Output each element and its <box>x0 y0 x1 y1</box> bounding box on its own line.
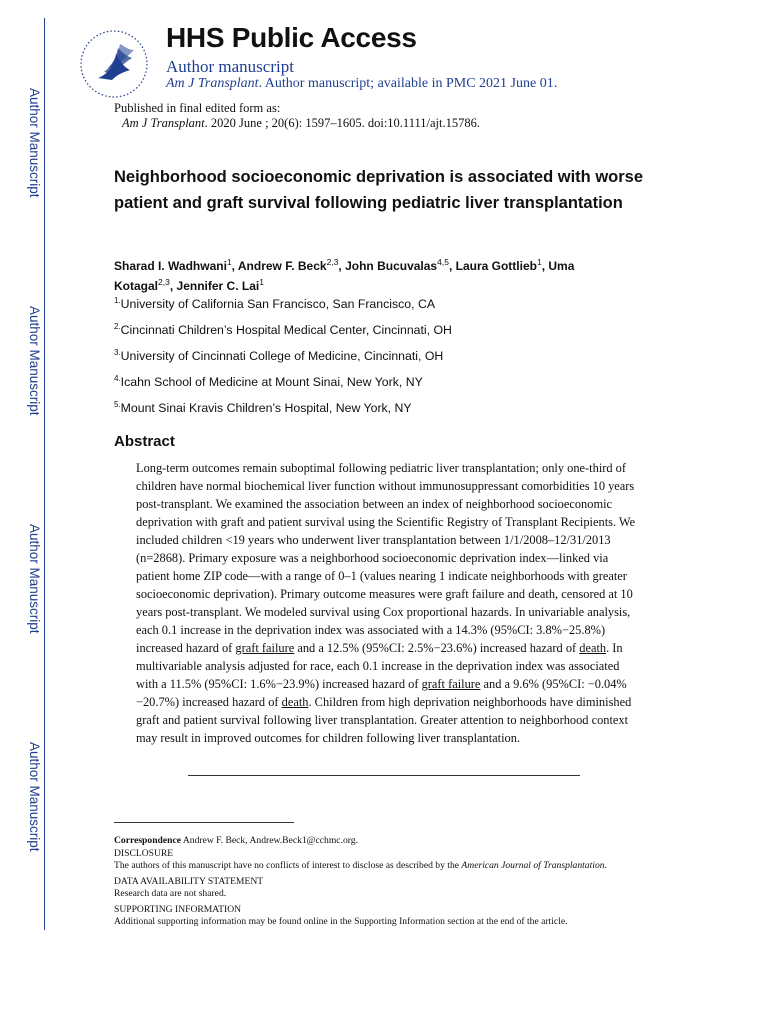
affiliation-3: $^{3.}$University of Cincinnati College of Medicine, Cincinnati, OH <box>114 348 444 364</box>
hhs-eagle-logo-icon <box>78 28 150 100</box>
disclosure-text: The authors of this manuscript have no conflicts of interest to disclose as described by the American Journal of Transplantation. <box>114 860 607 871</box>
affiliation-5: $^{5.}$Mount Sinai Kravis Children’s Hospital, New York, NY <box>114 400 412 416</box>
author-manuscript-label: Author manuscript <box>166 57 294 76</box>
abstract-heading: Abstract <box>114 433 175 450</box>
hhs-public-access-title: HHS Public Access <box>166 22 417 53</box>
footnotes <box>114 835 674 929</box>
data-availability-text: Research data are not shared. <box>114 888 227 899</box>
data-availability-label: DATA AVAILABILITY STATEMENT <box>114 875 264 887</box>
footnote-divider <box>114 822 294 823</box>
supporting-info-label: SUPPORTING INFORMATION <box>114 903 242 915</box>
correspondence: Correspondence Andrew F. Beck, Andrew.Beck1@cchmc.org. <box>114 835 358 846</box>
publication-note: Published in final edited form as: Am J Transplant. 2020 June ; 20(6): 1597–1605. doi:10.1111/ajt.15786. <box>114 101 480 130</box>
affiliation-2: $^{2.}$Cincinnati Children’s Hospital Medical Center, Cincinnati, OH <box>114 322 452 338</box>
margin-rule <box>44 18 45 930</box>
affiliation-1: $^{1.}$University of California San Francisco, San Francisco, CA <box>114 296 436 312</box>
paper-title: Neighborhood socioeconomic deprivation is associated with worse patient and graft survival following pediatric liver transplantation <box>114 168 644 212</box>
disclosure-label: DISCLOSURE <box>114 847 174 859</box>
author-list: Sharad I. Wadhwani$^1$, Andrew F. Beck$^{2,3}$, John Bucuvalas$^{4,5}$, Laura Gottlieb$^1$, Uma Kotagal$^{2,3}$, Jennifer C. Lai$^1$ <box>114 257 575 293</box>
affiliation-4: $^{4.}$Icahn School of Medicine at Mount Sinai, New York, NY <box>114 374 423 390</box>
supporting-info-text: Additional supporting information may be found online in the Supporting Information section at the end of the article. <box>114 916 568 927</box>
abstract-divider <box>188 775 580 776</box>
journal-availability: Am J Transplant. Author manuscript; available in PMC 2021 June 01. <box>166 76 558 91</box>
abstract-body: Long-term outcomes remain suboptimal following pediatric liver transplantation; only one-third of children have normal biochemical liver function without immunosuppressant comorbidities 10 years post-transplant. We examined the association between an index of neighborhood socioeconomic deprivation with graft and patient survival using the Scientific Registry of Transplant Recipients. We included children <19 years who underwent liver transplantation between 1/1/2008–12/31/2013 (n=2868). Primary exposure was a neighborhood socioeconomic deprivation index—linked via patient home ZIP code—with a range of 0–1 (values nearing 1 indicate neighborhoods with greater socioeconomic deprivation). Primary outcome measures were graft failure and death, censored at 10 years post-transplant. We modeled survival using Cox proportional hazards. In univariable analysis, each 0.1 increase in the deprivation index was associated with a 14.3% (95%CI: 3.8%−25.8%) increased hazard of graft failure and a 12.5% (95%CI: 2.5%−23.6%) increased hazard of death. In multivariable analysis adjusted for race, each 0.1 increase in the deprivation index was associated with a 11.5% (95%CI: 1.6%−23.9%) increased hazard of graft failure and a 9.6% (95%CI: −0.04%−20.7%) increased hazard of death. Children from high deprivation neighborhoods have diminished graft and patient survival following liver transplantation. Greater attention to neighborhood context may result in improved outcomes for children following liver transplantation. <box>136 461 636 745</box>
